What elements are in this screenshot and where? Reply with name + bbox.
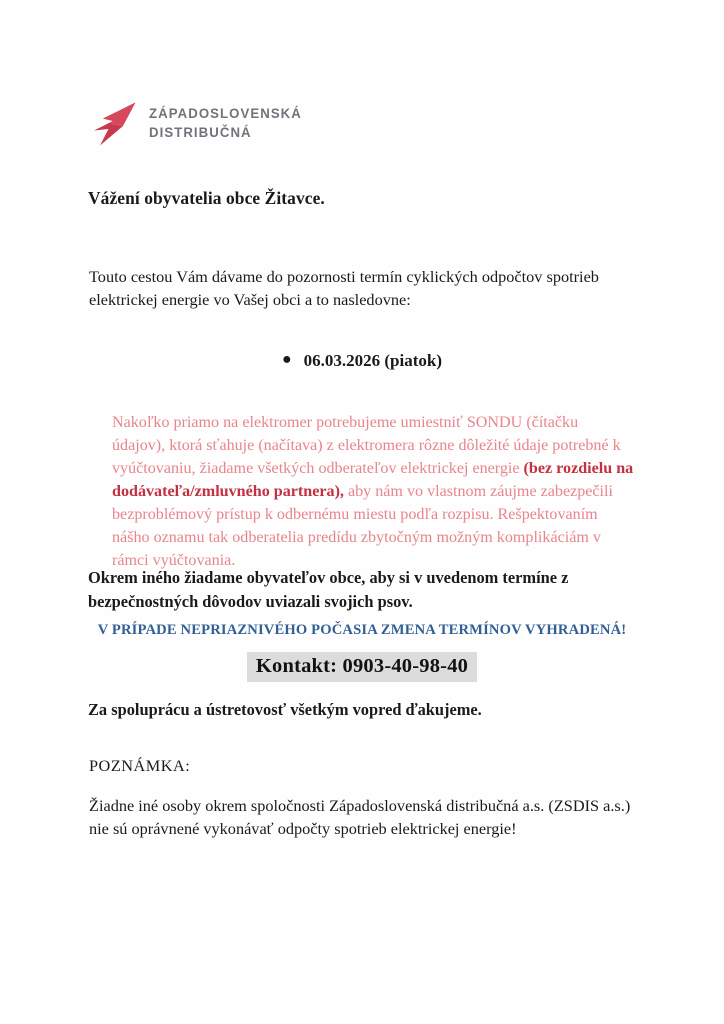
wordmark-line-2: DISTRIBUČNÁ xyxy=(149,125,252,141)
thanks-line: Za spoluprácu a ústretovosť všetkým vopred ďakujeme. xyxy=(88,700,482,719)
dogs-notice-paragraph: Okrem iného žiadame obyvateľov obce, aby si v uvedenom termíne z bezpečnostných dôvodov uviazali svojich psov. xyxy=(88,568,569,611)
bullet-icon: ● xyxy=(281,351,292,368)
reading-date-line xyxy=(0,351,724,371)
red-notice-part2: aby nám vo vlastnom záujme zabezpečili bezproblémový prístup k odbernému miestu podľa rozpisu. Rešpektovaním nášho oznamu tak odberatelia predídu zbytočným možným komplikáciám v rámci vyúčtovania. xyxy=(112,482,613,569)
contact-line xyxy=(0,652,724,682)
lightning-bolt-icon xyxy=(88,101,140,147)
note-paragraph: Žiadne iné osoby okrem spoločnosti Západoslovenská distribučná a.s. (ZSDIS a.s.) nie sú oprávnené vykonávať odpočty spotrieb elektrickej energie! xyxy=(89,796,631,839)
intro-paragraph: Touto cestou Vám dávame do pozornosti termín cyklických odpočtov spotrieb elektrickej energie vo Vašej obci a to nasledovne: xyxy=(89,267,599,310)
salutation: Vážení obyvatelia obce Žitavce. xyxy=(88,188,325,208)
note-label: POZNÁMKA: xyxy=(89,756,191,775)
contact-phone: Kontakt: 0903-40-98-40 xyxy=(247,652,477,682)
red-notice-part1: Nakoľko priamo na elektromer potrebujeme umiestniť SONDU (čítačku údajov), ktorá sťahuje (načítava) z elektromera rôzne dôležité údaje potrebné k vyúčtovaniu, žiadame všetkých odberateľov elektrickej energie xyxy=(112,414,621,477)
weather-notice: V PRÍPADE NEPRIAZNIVÉHO POČASIA ZMENA TERMÍNOV VYHRADENÁ! xyxy=(97,622,627,638)
red-notice-bold: (bez rozdielu na dodávateľa/zmluvného partnera), xyxy=(112,459,634,500)
company-wordmark xyxy=(149,105,302,143)
red-notice-paragraph xyxy=(112,412,634,572)
wordmark-line-1: ZÁPADOSLOVENSKÁ xyxy=(149,105,302,122)
company-logo xyxy=(88,101,313,147)
reading-date: 06.03.2026 (piatok) xyxy=(303,351,443,370)
